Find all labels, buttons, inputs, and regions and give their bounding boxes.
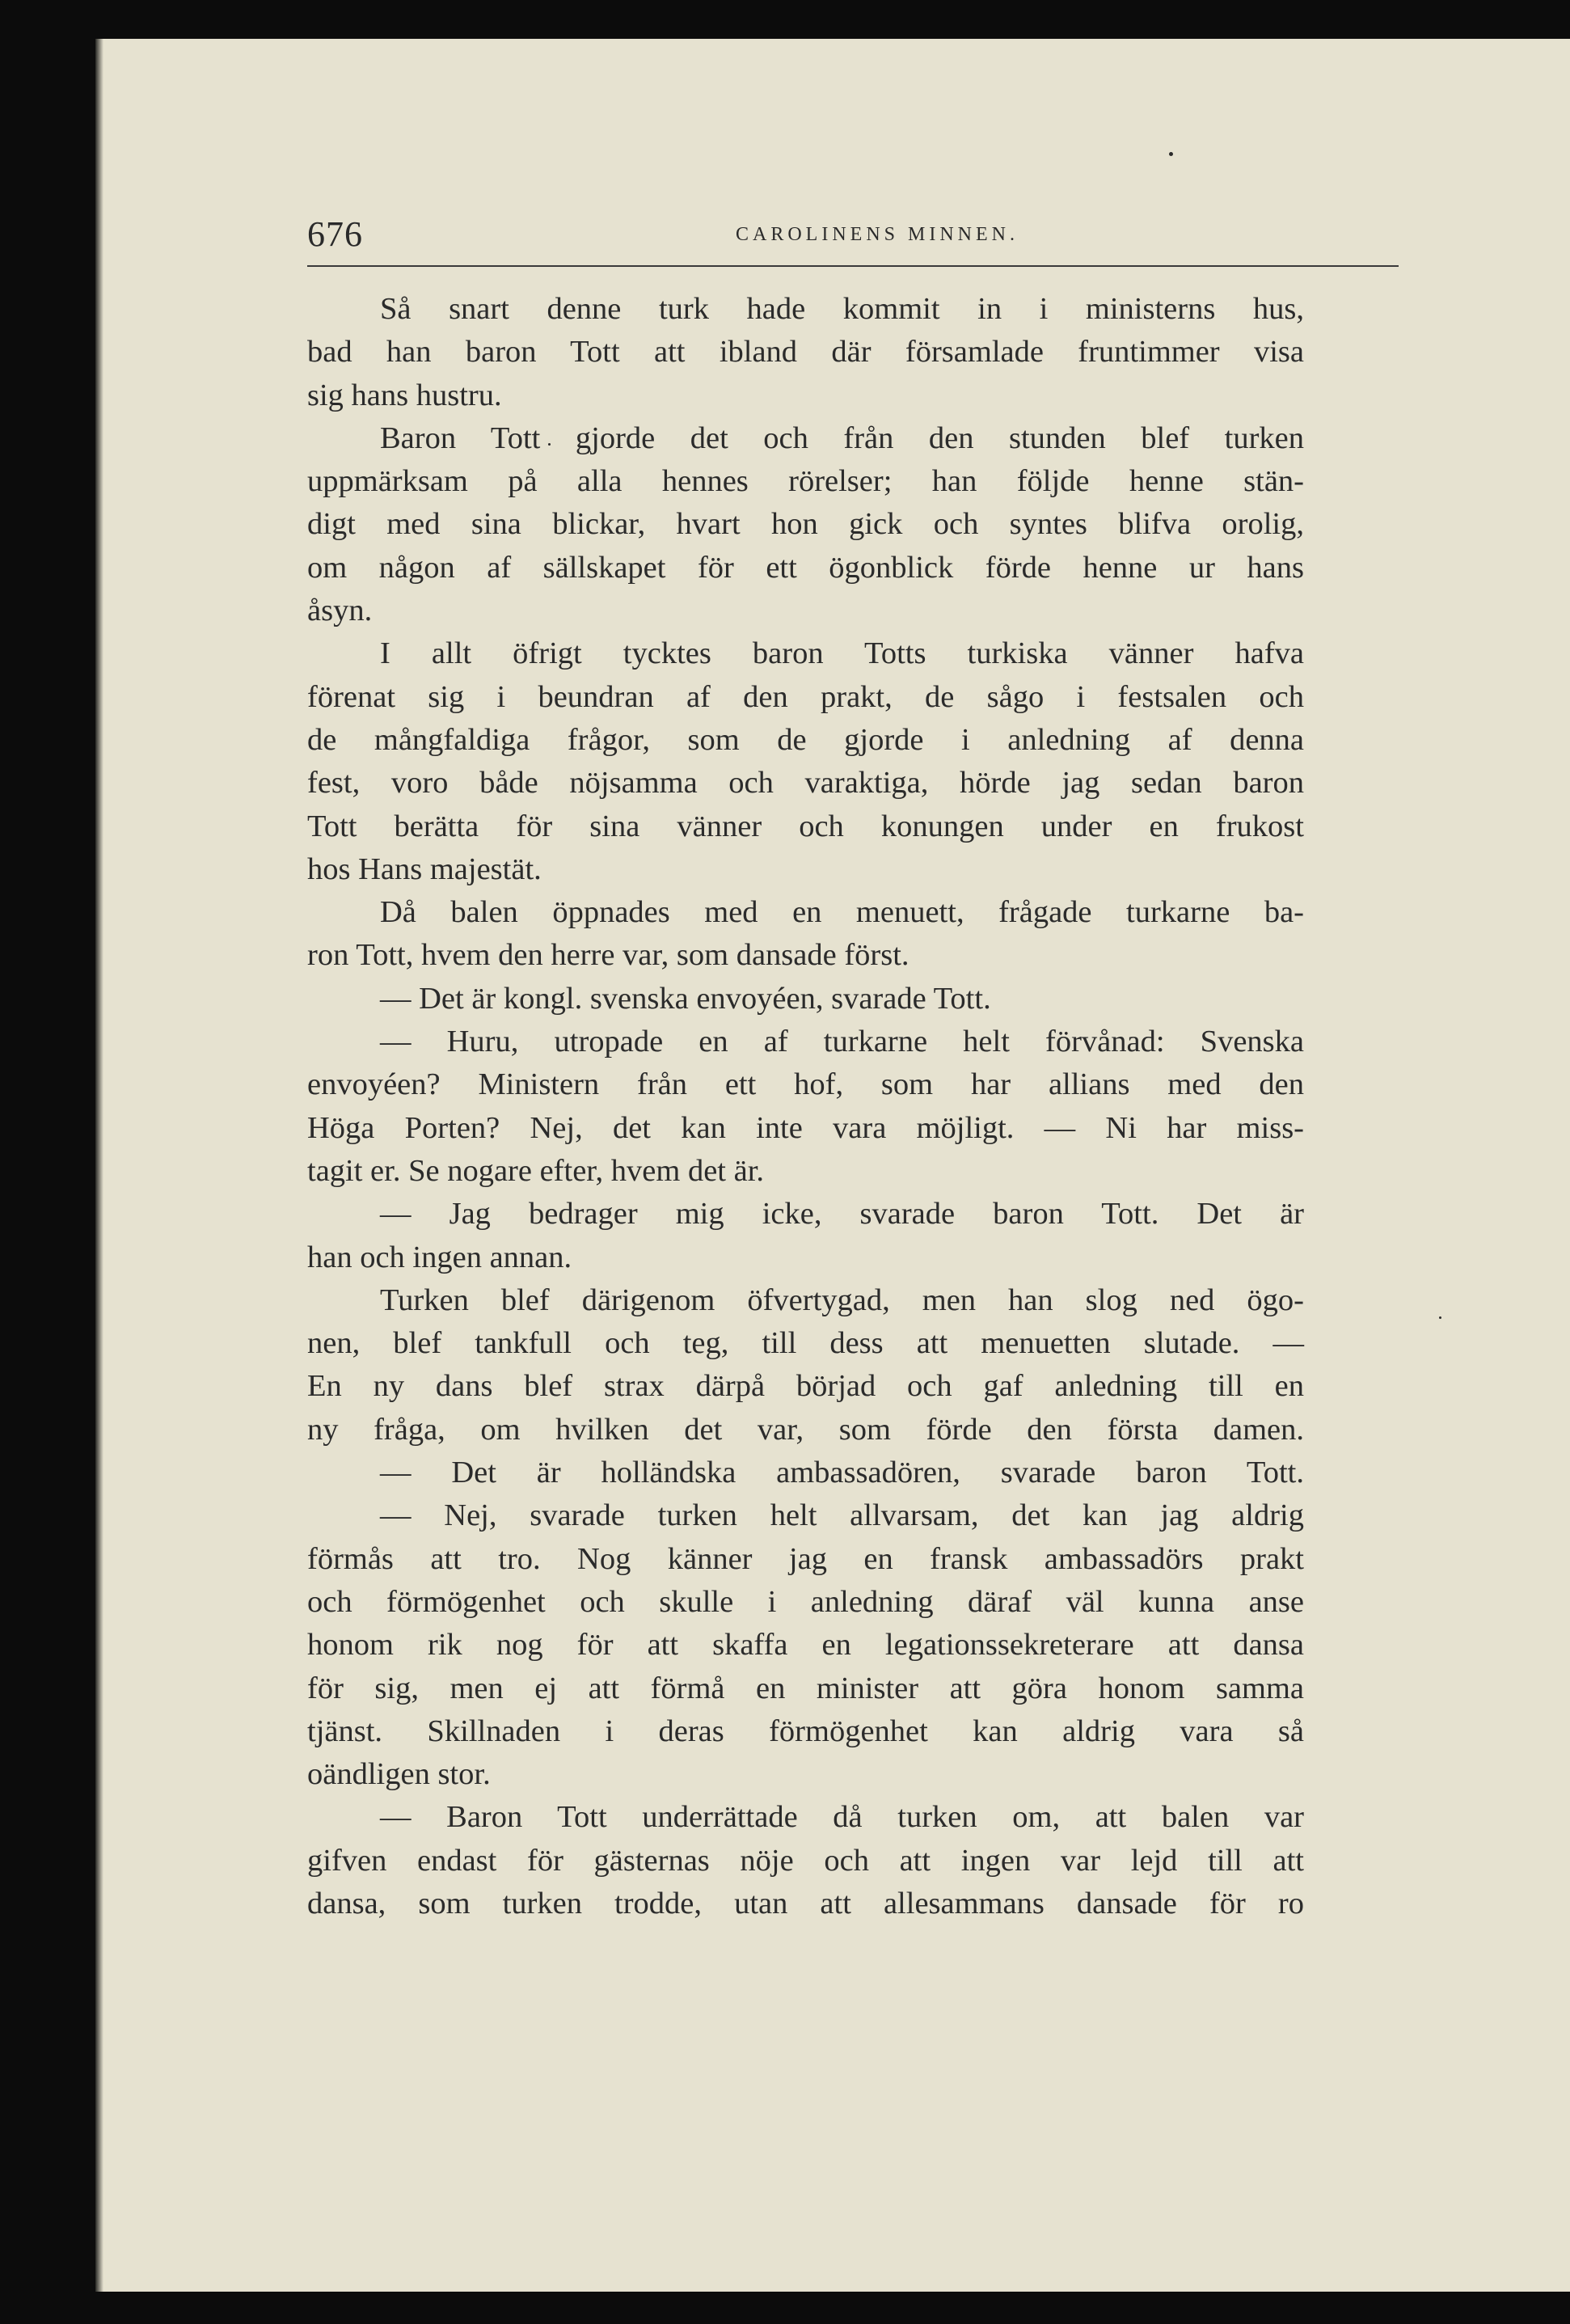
text-line: nen, blef tankfull och teg, till dess att menuetten slutade. — [307,1326,1304,1361]
text-line: tjänst. Skillnaden i deras förmögenhet kan aldrig vara så [307,1713,1304,1748]
body-text [307,288,1304,1925]
text-line: fest, voro både nöjsamma och varaktiga, hörde jag sedan baron [307,766,1304,801]
page-number: 676 [307,214,363,254]
text-line: åsyn. [307,594,373,628]
text-line: oändligen stor. [307,1757,491,1792]
text-line: Då balen öppnades med en menuett, frågade turkarne ba- [380,895,1304,930]
text-line: för sig, men ej att förmå en minister att göra honom samma [307,1671,1304,1705]
text-line: de mångfaldiga frågor, som de gjorde i anledning af denna [307,722,1304,757]
text-line: Höga Porten? Nej, det kan inte vara möjligt. — Ni har miss- [307,1110,1304,1145]
text-line: han och ingen annan. [307,1240,572,1274]
text-line: I allt öfrigt tycktes baron Totts turkiska vänner hafva [380,636,1304,671]
text-line: — Nej, svarade turken helt allvarsam, det kan jag aldrig [380,1498,1304,1533]
text-line: Tott berätta för sina vänner och konungen under en frukost [307,809,1304,843]
text-line: Turken blef därigenom öfvertygad, men han slog ned ögo- [380,1282,1304,1317]
text-line: En ny dans blef strax därpå börjad och gaf anledning till en [307,1369,1304,1404]
text-line: honom rik nog för att skaffa en legationssekreterare att dansa [307,1628,1304,1663]
text-line: — Baron Tott underrättade då turken om, att balen var [380,1800,1304,1835]
text-line: gifven endast för gästernas nöje och att ingen var lejd till att [307,1843,1304,1878]
text-line: — Huru, utropade en af turkarne helt förvånad: Svenska [380,1025,1304,1059]
text-line: digt med sina blickar, hvart hon gick och syntes blifva orolig, [307,507,1304,542]
text-line: envoyéen? Ministern från ett hof, som har allians med den [307,1067,1304,1102]
text-line: uppmärksam på alla hennes rörelser; han följde henne stän- [307,464,1304,499]
text-line: — Det är holländska ambassadören, svarade baron Tott. [380,1456,1304,1490]
running-header [307,202,1403,267]
paper-speck [1439,1316,1441,1319]
text-line: sig hans hustru. [307,378,502,412]
text-line: tagit er. Se nogare efter, hvem det är. [307,1153,765,1188]
text-line: dansa, som turken trodde, utan att allesammans dansade för ro [307,1886,1304,1920]
text-line: Så snart denne turk hade kommit in i ministerns hus, [380,292,1304,326]
header-rule [307,265,1399,267]
text-line: bad han baron Tott att ibland där församlade fruntimmer visa [307,335,1304,370]
text-line: förmås att tro. Nog känner jag en fransk ambassadörs prakt [307,1541,1304,1576]
text-line: om någon af sällskapet för ett ögonblick förde henne ur hans [307,550,1304,585]
text-line: — Det är kongl. svenska envoyéen, svarade Tott. [380,981,991,1016]
text-line: ny fråga, om hvilken det var, som förde den första damen. [307,1412,1304,1447]
text-line: — Jag bedrager mig icke, svarade baron Tott. Det är [380,1197,1304,1232]
page-shadow-edge [95,39,103,2292]
text-line: hos Hans majestät. [307,851,542,886]
text-line: och förmögenhet och skulle i anledning däraf väl kunna anse [307,1584,1304,1619]
running-title: CAROLINENS MINNEN. [736,224,1019,245]
text-line: ron Tott, hvem den herre var, som dansade först. [307,938,910,973]
text-line: Baron Tott gjorde det och från den stunden blef turken [380,420,1304,455]
text-line: förenat sig i beundran af den prakt, de sågo i festsalen och [307,679,1304,714]
paper-speck [1169,152,1173,156]
